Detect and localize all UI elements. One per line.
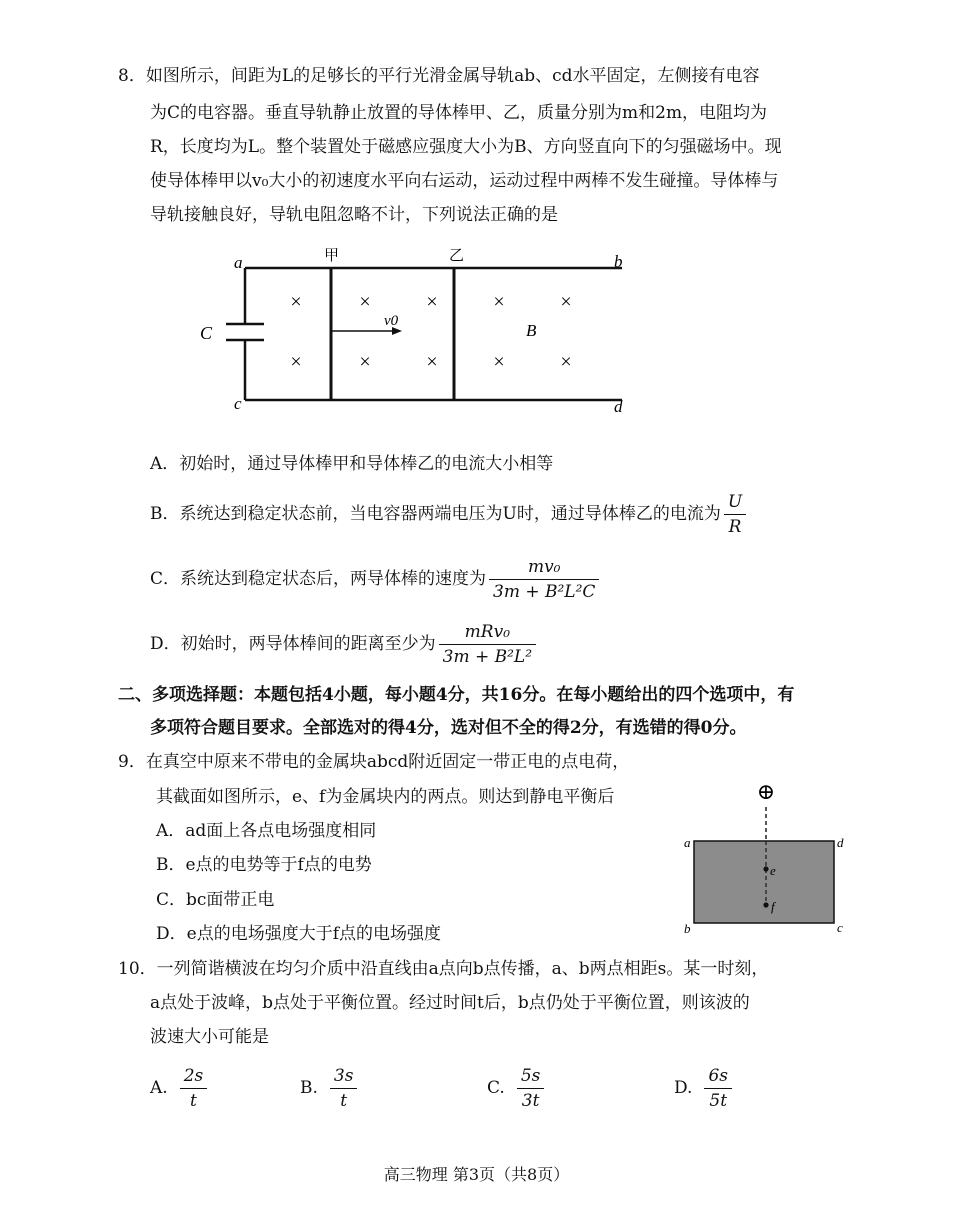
label-B-field: B — [526, 321, 537, 340]
q9-option-c: C．bc面带正电 — [156, 890, 275, 910]
q8-line-1: 8．如图所示，间距为L的足够长的平行光滑金属导轨ab、cd水平固定，左侧接有电容 — [118, 66, 760, 86]
q8-line-3: R，长度均为L。整个装置处于磁感应强度大小为B、方向竖直向下的匀强磁场中。现 — [150, 137, 782, 157]
field-cross: × — [560, 291, 572, 313]
label-b: b — [614, 252, 623, 271]
q8-option-b-text: B．系统达到稳定状态前，当电容器两端电压为U时，通过导体棒乙的电流为 — [150, 504, 721, 524]
label-v0: v0 — [384, 313, 399, 329]
q8-option-d-numerator: mRv₀ — [439, 620, 536, 645]
q10-option-c-denominator: 3t — [521, 1091, 540, 1111]
q10-option-d-label: D. — [674, 1078, 693, 1098]
q8-option-c-text: C．系统达到稳定状态后，两导体棒的速度为 — [150, 569, 487, 589]
label-c: c — [234, 394, 242, 413]
q8-option-b — [150, 488, 749, 540]
field-cross: × — [426, 291, 438, 313]
q9-line-1: 9．在真空中原来不带电的金属块abcd附近固定一带正电的点电荷， — [118, 752, 630, 772]
label-capacitor-C: C — [200, 323, 213, 343]
q8-option-a: A．初始时，通过导体棒甲和导体棒乙的电流大小相等 — [150, 454, 554, 474]
q9-option-a: A．ad面上各点电场强度相同 — [156, 821, 377, 841]
field-cross: × — [493, 291, 505, 313]
q8-line-5: 导轨接触良好，导轨电阻忽略不计，下列说法正确的是 — [150, 205, 558, 225]
label-d: d — [614, 397, 623, 416]
point-f — [763, 902, 768, 907]
q9-line-2: 其截面如图所示，e、f为金属块内的两点。则达到静电平衡后 — [156, 787, 615, 807]
label-f: f — [771, 899, 775, 914]
label-b: b — [684, 921, 691, 936]
q10-option-a-label: A. — [150, 1078, 168, 1098]
q10-line-1: 10．一列简谐横波在均匀介质中沿直线由a点向b点传播，a、b两点相距s。某一时刻， — [118, 959, 769, 979]
q10-option-a-denominator: t — [190, 1091, 197, 1111]
field-cross: × — [290, 291, 302, 313]
q10-option-b-numerator: 3s — [330, 1064, 358, 1089]
q10-option-c-numerator: 5s — [517, 1064, 545, 1089]
q8-rail-circuit-diagram — [190, 238, 640, 420]
q8-option-c — [150, 553, 602, 605]
label-d: d — [837, 835, 844, 850]
q8-option-b-numerator: U — [724, 490, 746, 515]
q10-line-2: a点处于波峰，b点处于平衡位置。经过时间t后，b点仍处于平衡位置，则该波的 — [150, 993, 750, 1013]
q8-option-b-denominator: R — [728, 517, 742, 537]
field-cross: × — [359, 351, 371, 373]
q10-option-d — [674, 1062, 735, 1114]
point-e — [763, 866, 768, 871]
q8-option-d-denominator: 3m + B²L² — [442, 647, 533, 667]
q10-option-c-label: C. — [487, 1078, 505, 1098]
q10-option-d-denominator: 5t — [709, 1091, 728, 1111]
field-cross: × — [560, 351, 572, 373]
label-c: c — [837, 920, 843, 935]
field-cross: × — [426, 351, 438, 373]
label-a: a — [684, 835, 691, 850]
q10-option-c — [487, 1062, 547, 1114]
q9-metal-block-diagram — [680, 775, 850, 940]
q9-option-d: D．e点的电场强度大于f点的电场强度 — [156, 924, 441, 944]
q8-option-d — [150, 618, 539, 670]
q10-option-d-numerator: 6s — [704, 1064, 732, 1089]
q8-line-4: 使导体棒甲以v₀大小的初速度水平向右运动，运动过程中两棒不发生碰撞。导体棒与 — [150, 171, 779, 191]
q8-option-c-denominator: 3m + B²L²C — [493, 582, 596, 602]
q10-option-b-label: B. — [300, 1078, 318, 1098]
q8-option-c-numerator: mv₀ — [489, 555, 599, 580]
label-e: e — [770, 863, 776, 878]
label-yi: 乙 — [449, 248, 465, 264]
metal-block-abcd — [694, 841, 834, 923]
q10-option-a — [150, 1062, 210, 1114]
section2-heading-line-1: 二、多项选择题：本题包括4小题，每小题4分，共16分。在每小题给出的四个选项中，有 — [118, 685, 795, 705]
section2-heading-line-2: 多项符合题目要求。全部选对的得4分，选对但不全的得2分，有选错的得0分。 — [150, 718, 747, 738]
field-cross: × — [359, 291, 371, 313]
label-a: a — [234, 253, 243, 272]
q8-option-d-text: D．初始时，两导体棒间的距离至少为 — [150, 634, 436, 654]
q10-line-3: 波速大小可能是 — [150, 1027, 269, 1047]
label-jia: 甲 — [324, 248, 340, 264]
q8-line-2: 为C的电容器。垂直导轨静止放置的导体棒甲、乙，质量分别为m和2m，电阻均为 — [150, 103, 768, 123]
q9-option-b: B．e点的电势等于f点的电势 — [156, 855, 372, 875]
q10-option-b — [300, 1062, 360, 1114]
page-footer: 高三物理 第3页（共8页） — [383, 1165, 570, 1184]
field-cross: × — [493, 351, 505, 373]
q10-option-b-denominator: t — [340, 1091, 348, 1111]
positive-charge-icon: ⊕ — [756, 779, 776, 804]
q10-option-a-numerator: 2s — [180, 1064, 208, 1089]
field-cross: × — [290, 351, 302, 373]
